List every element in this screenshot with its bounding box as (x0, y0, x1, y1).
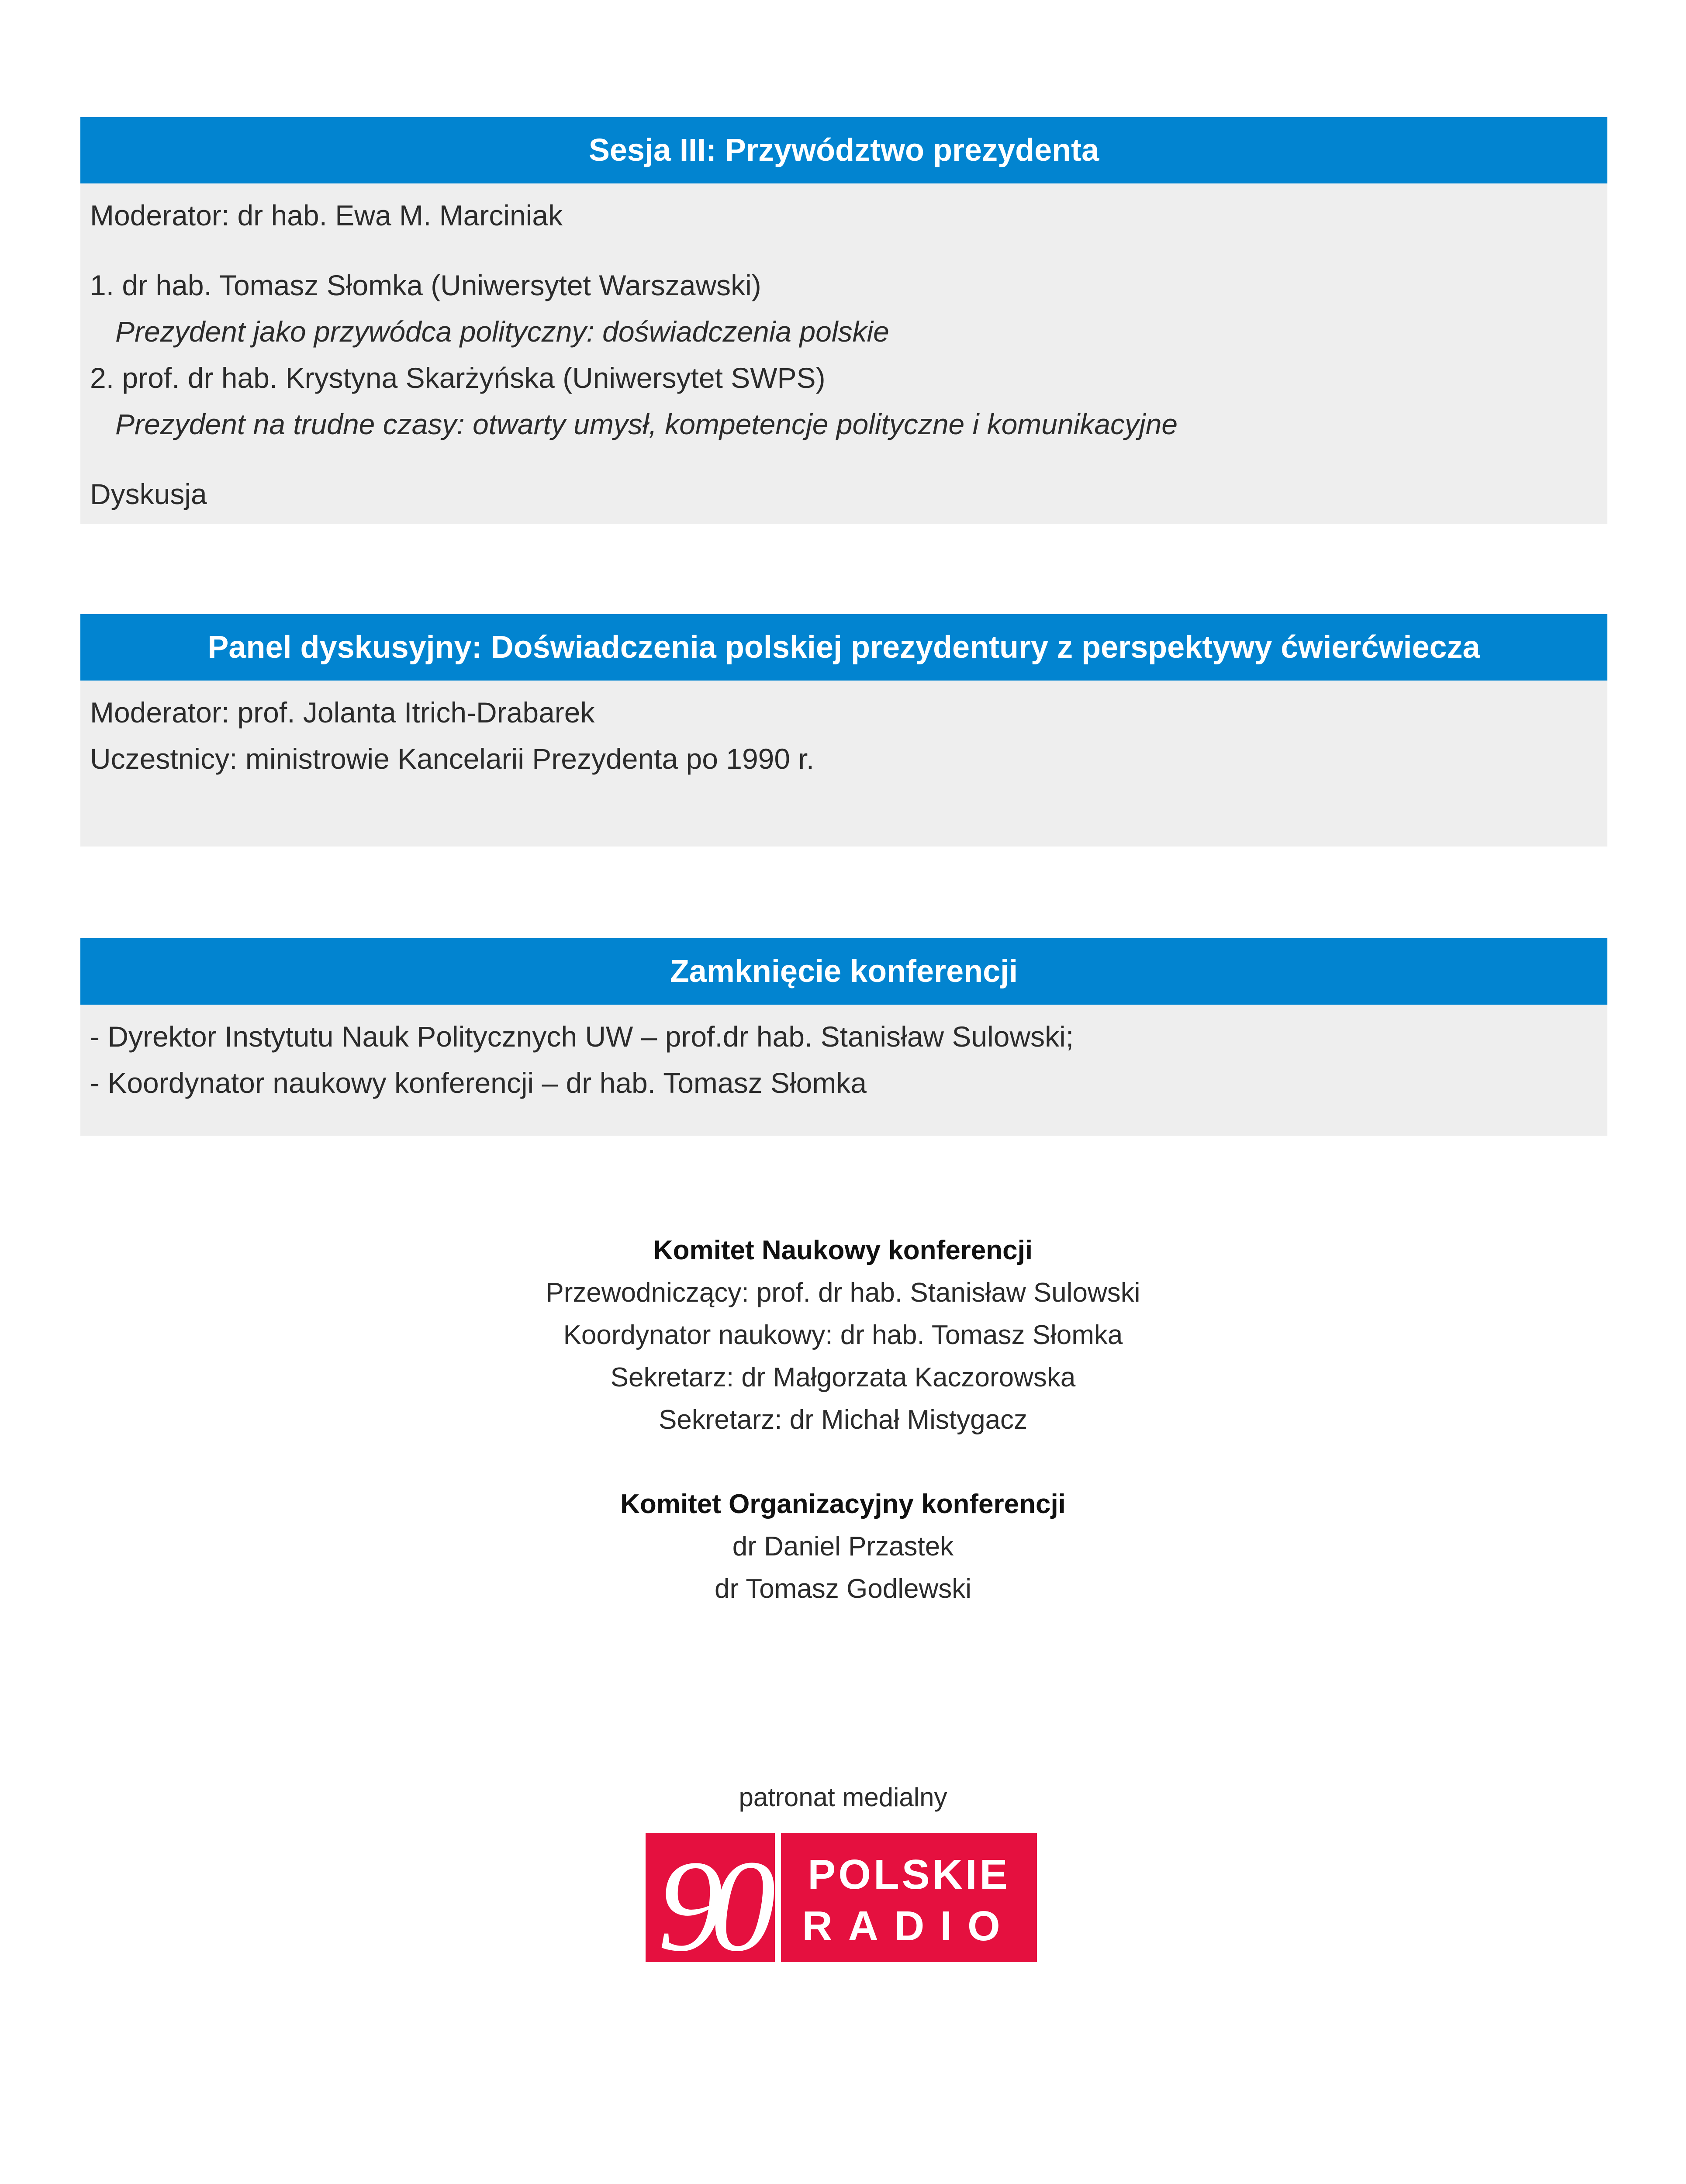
logo-number: 90 (658, 1833, 763, 1962)
committee-member: Sekretarz: dr Małgorzata Kaczorowska (610, 1362, 1076, 1393)
talk-1-speaker: 1. dr hab. Tomasz Słomka (Uniwersytet Warszawski) (90, 269, 761, 301)
session3-section (80, 117, 1607, 524)
media-patron-label: patronat medialny (739, 1783, 947, 1812)
closing-body (80, 1005, 1607, 1136)
committee-member: Koordynator naukowy: dr hab. Tomasz Słomka (563, 1320, 1123, 1350)
panel-section (80, 614, 1607, 847)
session3-discussion: Dyskusja (90, 478, 207, 510)
organizing-committee (0, 1483, 1686, 1610)
scientific-committee (0, 1229, 1686, 1441)
panel-title: Panel dyskusyjny: Doświadczenia polskiej prezydentury z perspektywy ćwierćwiecza (80, 614, 1607, 681)
closing-item-2: - Koordynator naukowy konferencji – dr hab. Tomasz Słomka (90, 1067, 867, 1099)
session3-body (80, 183, 1607, 524)
committee-member: Sekretarz: dr Michał Mistygacz (658, 1405, 1028, 1435)
closing-item-1: - Dyrektor Instytutu Nauk Politycznych UW – prof.dr hab. Stanisław Sulowski; (90, 1020, 1074, 1053)
closing-section (80, 938, 1607, 1136)
committee-member: dr Daniel Przastek (732, 1531, 954, 1562)
committee-member: dr Tomasz Godlewski (714, 1574, 972, 1604)
talk-2-speaker: 2. prof. dr hab. Krystyna Skarżyńska (Uniwersytet SWPS) (90, 362, 826, 394)
session3-moderator: Moderator: dr hab. Ewa M. Marciniak (90, 199, 563, 232)
committee-member: Przewodniczący: prof. dr hab. Stanisław Sulowski (546, 1278, 1140, 1308)
polskie-radio-logo (646, 1833, 1037, 1962)
organizing-committee-title: Komitet Organizacyjny konferencji (620, 1489, 1066, 1519)
closing-title: Zamknięcie konferencji (80, 938, 1607, 1005)
panel-body (80, 681, 1607, 847)
logo-line-2: RADIO (802, 1903, 1016, 1949)
session3-title: Sesja III: Przywództwo prezydenta (80, 117, 1607, 183)
talk-2-topic: Prezydent na trudne czasy: otwarty umysł, kompetencje polityczne i komunikacyjne (115, 408, 1178, 440)
talk-1-topic: Prezydent jako przywódca polityczny: doświadczenia polskie (115, 315, 889, 348)
logo-line-1: POLSKIE (808, 1851, 1010, 1898)
panel-participants: Uczestnicy: ministrowie Kancelarii Prezydenta po 1990 r. (90, 743, 815, 775)
panel-moderator: Moderator: prof. Jolanta Itrich-Drabarek (90, 696, 595, 729)
scientific-committee-title: Komitet Naukowy konferencji (653, 1235, 1033, 1265)
